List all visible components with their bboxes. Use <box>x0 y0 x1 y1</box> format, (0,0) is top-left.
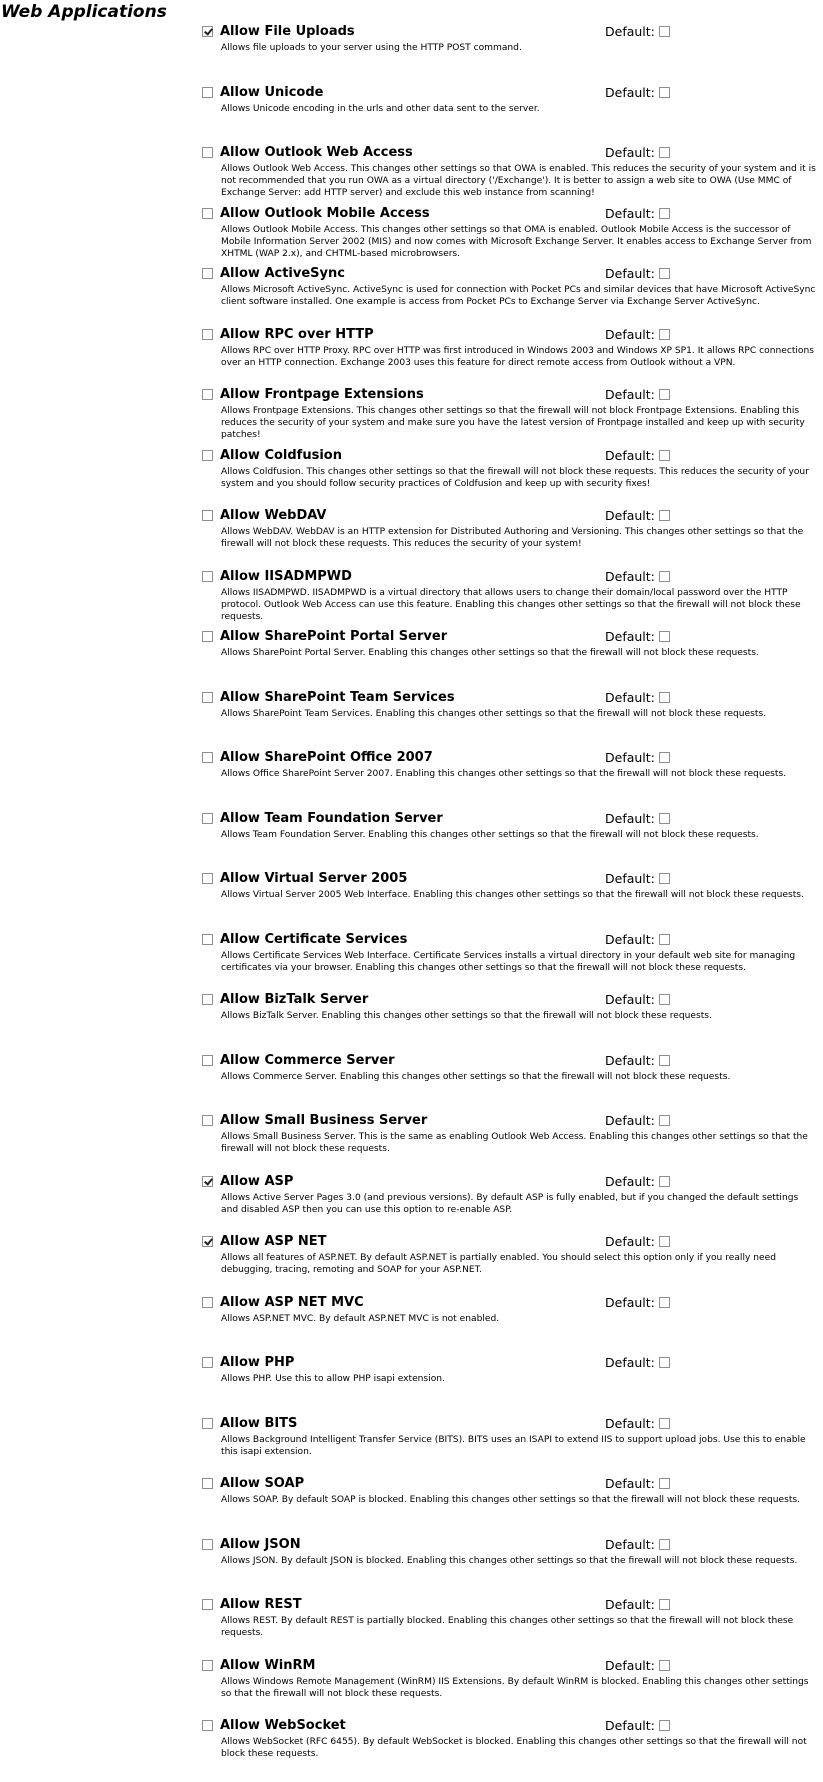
setting-label: Allow ActiveSync <box>220 266 345 281</box>
setting-label: Allow Unicode <box>220 84 324 100</box>
setting-description: Allows WebSocket (RFC 6455). By default WebSocket is blocked. Enabling this changes other settings so that the firewall will not block these requests. <box>221 1737 807 1759</box>
default-control <box>605 870 670 887</box>
setting-label: Allow PHP <box>220 1355 295 1370</box>
default-control <box>605 23 670 40</box>
default-checkbox[interactable] <box>659 389 670 400</box>
setting-description: Allows Certificate Services Web Interface. Certificate Services installs a virtual directory in your default web site for managing certificates via your browser. Enabling this changes other settings so that the firewall will not block these requests. <box>221 950 796 973</box>
default-checkbox[interactable] <box>659 1418 670 1429</box>
setting-label: Allow SharePoint Team Services <box>220 689 455 705</box>
setting-row <box>202 568 817 629</box>
setting-row <box>202 749 817 810</box>
default-checkbox[interactable] <box>659 268 670 279</box>
default-checkbox[interactable] <box>659 571 670 582</box>
setting-description: Allows IISADMPWD. IISADMPWD is a virtual directory that allows users to change their domain/local password over the HTTP protocol. Outlook Web Access can use this feature. Enabling this changes other settings so that the firewall will not block these requests. <box>221 587 801 622</box>
default-label: Default: <box>605 629 655 644</box>
setting-label: Allow Virtual Server 2005 <box>220 871 408 886</box>
setting-checkbox[interactable] <box>202 1418 213 1429</box>
setting-description: Allows ASP.NET MVC. By default ASP.NET MVC is not enabled. <box>221 1313 500 1324</box>
setting-row <box>202 1173 817 1234</box>
default-label: Default: <box>605 508 655 523</box>
setting-checkbox[interactable] <box>202 692 213 703</box>
setting-label: Allow REST <box>220 1597 302 1612</box>
setting-description: Allows all features of ASP.NET. By default ASP.NET is partially enabled. You should select this option only if you really need debugging, tracing, remoting and SOAP for your ASP.NET. <box>221 1253 776 1275</box>
setting-checkbox[interactable] <box>202 329 213 340</box>
default-label: Default: <box>605 1052 655 1068</box>
setting-checkbox[interactable] <box>202 1055 213 1066</box>
setting-description: Allows RPC over HTTP Proxy. RPC over HTTP was first introduced in Windows 2003 and Windows XP SP1. It allows RPC connections over an HTTP connection. Exchange 2003 uses this feature for direct remote access from Outlook without a VPN. <box>221 345 814 368</box>
setting-checkbox[interactable] <box>202 813 213 824</box>
default-control <box>605 447 670 464</box>
default-label: Default: <box>605 1173 655 1189</box>
default-label: Default: <box>605 326 655 342</box>
setting-description: Allows JSON. By default JSON is blocked. Enabling this changes other settings so that the firewall will not block these requests. <box>221 1555 798 1566</box>
setting-row <box>202 1596 817 1657</box>
default-control <box>605 1294 670 1311</box>
setting-checkbox[interactable] <box>202 268 213 279</box>
default-checkbox[interactable] <box>659 1720 670 1731</box>
default-label: Default: <box>605 387 655 402</box>
default-label: Default: <box>605 84 655 100</box>
setting-row <box>202 1052 817 1113</box>
default-control <box>605 749 670 766</box>
setting-description: Allows Frontpage Extensions. This changes other settings so that the firewall will not block Frontpage Extensions. Enabling this reduces the security of your system and make sure you have the latest version of Frontpage installed and keep up with security patches! <box>221 406 805 440</box>
setting-row <box>202 1717 817 1778</box>
default-checkbox[interactable] <box>659 934 670 945</box>
setting-checkbox[interactable] <box>202 510 213 521</box>
default-checkbox[interactable] <box>659 1236 670 1247</box>
setting-checkbox[interactable] <box>202 1720 213 1731</box>
setting-description: Allows Microsoft ActiveSync. ActiveSync is used for connection with Pocket PCs and similar devices that have Microsoft ActiveSync client software installed. One example is access from Pocket PCs to Exchange Server via Exchange Server ActiveSync. <box>221 285 816 307</box>
default-checkbox[interactable] <box>659 1660 670 1671</box>
default-control <box>605 1475 670 1492</box>
setting-row <box>202 1475 817 1536</box>
setting-label: Allow ASP <box>220 1173 294 1189</box>
default-label: Default: <box>605 1113 655 1128</box>
default-checkbox[interactable] <box>659 26 670 37</box>
setting-row <box>202 507 817 568</box>
default-control <box>605 507 670 524</box>
default-control <box>605 265 670 282</box>
setting-description: Allows Virtual Server 2005 Web Interface. Enabling this changes other settings so that the firewall will not block these requests. <box>221 890 804 900</box>
default-label: Default: <box>605 810 655 826</box>
setting-label: Allow WinRM <box>220 1657 316 1673</box>
setting-label: Allow SharePoint Portal Server <box>220 629 448 644</box>
default-control <box>605 84 670 101</box>
default-control <box>605 1596 670 1613</box>
setting-label: Allow Coldfusion <box>220 447 342 463</box>
setting-row <box>202 1354 817 1415</box>
default-checkbox[interactable] <box>659 631 670 642</box>
setting-row <box>202 144 817 205</box>
setting-row <box>202 84 817 145</box>
setting-row <box>202 1294 817 1355</box>
setting-label: Allow SharePoint Office 2007 <box>220 750 433 765</box>
setting-label: Allow ASP NET MVC <box>220 1294 364 1310</box>
default-control <box>605 1173 670 1190</box>
setting-checkbox[interactable] <box>202 873 213 884</box>
default-label: Default: <box>605 1597 655 1612</box>
setting-description: Allows REST. By default REST is partially blocked. Enabling this changes other settings so that the firewall will not block these requests. <box>221 1616 794 1638</box>
default-control <box>605 386 670 403</box>
default-checkbox[interactable] <box>659 1539 670 1550</box>
setting-checkbox[interactable] <box>202 752 213 763</box>
setting-description: Allows BizTalk Server. Enabling this changes other settings so that the firewall will not block these requests. <box>221 1011 712 1021</box>
default-label: Default: <box>605 1355 655 1370</box>
setting-checkbox[interactable] <box>202 934 213 945</box>
setting-description: Allows Windows Remote Management (WinRM) IIS Extensions. By default WinRM is blocked. Enabling this changes other settings so that the firewall will not block these requests. <box>221 1676 809 1699</box>
default-control <box>605 144 670 161</box>
default-label: Default: <box>605 1476 655 1491</box>
setting-label: Allow Outlook Web Access <box>220 145 413 160</box>
default-checkbox[interactable] <box>659 1478 670 1489</box>
default-label: Default: <box>605 992 655 1007</box>
setting-row <box>202 326 817 387</box>
setting-row <box>202 991 817 1052</box>
default-control <box>605 1657 670 1674</box>
default-label: Default: <box>605 931 655 947</box>
setting-row <box>202 1536 817 1597</box>
setting-row <box>202 205 817 266</box>
default-checkbox[interactable] <box>659 873 670 884</box>
setting-checkbox[interactable] <box>202 1660 213 1671</box>
setting-description: Allows SharePoint Portal Server. Enabling this changes other settings so that the firewall will not block these requests. <box>221 648 759 658</box>
default-control <box>605 991 670 1008</box>
setting-label: Allow IISADMPWD <box>220 568 352 584</box>
default-control <box>605 1717 670 1734</box>
setting-label: Allow Commerce Server <box>220 1052 395 1068</box>
setting-description: Allows SOAP. By default SOAP is blocked. Enabling this changes other settings so that the firewall will not block these requests. <box>221 1495 801 1505</box>
setting-description: Allows SharePoint Team Services. Enabling this changes other settings so that the firewall will not block these requests. <box>221 708 767 719</box>
default-checkbox[interactable] <box>659 1357 670 1368</box>
setting-label: Allow JSON <box>220 1536 301 1552</box>
setting-label: Allow Small Business Server <box>220 1113 428 1128</box>
default-label: Default: <box>605 24 655 39</box>
setting-label: Allow File Uploads <box>220 24 355 39</box>
setting-row <box>202 447 817 508</box>
setting-label: Allow SOAP <box>220 1476 305 1491</box>
setting-row <box>202 931 817 992</box>
default-checkbox[interactable] <box>659 692 670 703</box>
settings-list <box>202 23 817 1778</box>
default-control <box>605 326 670 343</box>
setting-checkbox[interactable] <box>202 1236 213 1247</box>
setting-label: Allow RPC over HTTP <box>220 326 374 342</box>
default-label: Default: <box>605 1718 655 1733</box>
setting-checkbox[interactable] <box>202 1599 213 1610</box>
setting-description: Allows Unicode encoding in the urls and other data sent to the server. <box>221 103 540 114</box>
setting-description: Allows Outlook Mobile Access. This changes other settings so that OMA is enabled. Outlook Mobile Access is the successor of Mobile Information Server 2002 (MIS) and now comes with Microsoft Exchange Server. It enables access to Exchange Server from XHTML (WAP 2.x), and CHTML-based microbrowsers. <box>221 224 812 259</box>
section-title: Web Applications <box>1 2 167 22</box>
default-label: Default: <box>605 447 655 463</box>
setting-label: Allow WebSocket <box>220 1718 346 1733</box>
default-label: Default: <box>605 205 655 221</box>
default-label: Default: <box>605 689 655 705</box>
setting-checkbox[interactable] <box>202 631 213 642</box>
setting-description: Allows Background Intelligent Transfer Service (BITS). BITS uses an ISAPI to extend IIS to support upload jobs. Use this to enable this isapi extension. <box>221 1434 806 1457</box>
default-control <box>605 1354 670 1371</box>
default-checkbox[interactable] <box>659 813 670 824</box>
setting-checkbox[interactable] <box>202 87 213 98</box>
default-label: Default: <box>605 1415 655 1431</box>
default-checkbox[interactable] <box>659 208 670 219</box>
setting-description: Allows Small Business Server. This is the same as enabling Outlook Web Access. Enabling this changes other settings so that the firewall will not block these requests. <box>221 1132 808 1154</box>
setting-checkbox[interactable] <box>202 1176 213 1187</box>
default-checkbox[interactable] <box>659 1115 670 1126</box>
setting-row <box>202 1112 817 1173</box>
default-checkbox[interactable] <box>659 994 670 1005</box>
setting-label: Allow Outlook Mobile Access <box>220 205 430 221</box>
default-label: Default: <box>605 145 655 160</box>
default-checkbox[interactable] <box>659 1297 670 1308</box>
setting-description: Allows WebDAV. WebDAV is an HTTP extension for Distributed Authoring and Versioning. This changes other settings so that the firewall will not block these requests. This reduces the security of your system! <box>221 527 804 549</box>
default-label: Default: <box>605 871 655 886</box>
setting-checkbox[interactable] <box>202 450 213 461</box>
setting-checkbox[interactable] <box>202 571 213 582</box>
setting-row <box>202 265 817 326</box>
default-label: Default: <box>605 1657 655 1673</box>
default-label: Default: <box>605 750 655 765</box>
setting-description: Allows Active Server Pages 3.0 (and previous versions). By default ASP is fully enabled, but if you changed the default settings and disabled ASP then you can use this option to re-enable ASP. <box>221 1192 799 1215</box>
default-checkbox[interactable] <box>659 752 670 763</box>
default-checkbox[interactable] <box>659 1176 670 1187</box>
default-checkbox[interactable] <box>659 87 670 98</box>
default-checkbox[interactable] <box>659 510 670 521</box>
default-control <box>605 1415 670 1432</box>
default-control <box>605 205 670 222</box>
setting-description: Allows Outlook Web Access. This changes other settings so that OWA is enabled. This reduces the security of your system and it is not recommended that you run OWA as a virtual directory ('/Exchange'). It is better to assign a web site to OWA (Use MMC of Exchange Server: add HTTP server) and exclude this web instance from scanning! <box>221 164 816 198</box>
setting-checkbox[interactable] <box>202 1357 213 1368</box>
default-control <box>605 628 670 645</box>
default-checkbox[interactable] <box>659 147 670 158</box>
setting-row <box>202 810 817 871</box>
setting-checkbox[interactable] <box>202 147 213 158</box>
setting-description: Allows file uploads to your server using the HTTP POST command. <box>221 43 522 53</box>
default-control <box>605 931 670 948</box>
default-checkbox[interactable] <box>659 1599 670 1610</box>
default-label: Default: <box>605 1294 655 1310</box>
setting-row <box>202 689 817 750</box>
default-control <box>605 689 670 706</box>
setting-label: Allow Team Foundation Server <box>220 810 443 826</box>
setting-description: Allows Coldfusion. This changes other settings so that the firewall will not block these requests. This reduces the security of your system and you should follow security practices of Coldfusion and keep up with security fixes! <box>221 466 809 489</box>
default-checkbox[interactable] <box>659 450 670 461</box>
setting-checkbox[interactable] <box>202 1115 213 1126</box>
setting-checkbox[interactable] <box>202 994 213 1005</box>
setting-label: Allow Certificate Services <box>220 931 408 947</box>
default-label: Default: <box>605 1234 655 1249</box>
setting-row <box>202 1657 817 1718</box>
setting-row <box>202 870 817 931</box>
setting-checkbox[interactable] <box>202 389 213 400</box>
setting-row <box>202 1233 817 1294</box>
default-label: Default: <box>605 266 655 281</box>
setting-label: Allow BITS <box>220 1415 298 1431</box>
setting-checkbox[interactable] <box>202 1297 213 1308</box>
default-control <box>605 1233 670 1250</box>
setting-label: Allow ASP NET <box>220 1234 327 1249</box>
setting-checkbox[interactable] <box>202 208 213 219</box>
setting-checkbox[interactable] <box>202 26 213 37</box>
setting-checkbox[interactable] <box>202 1539 213 1550</box>
default-control <box>605 810 670 827</box>
default-control <box>605 1536 670 1553</box>
default-label: Default: <box>605 568 655 584</box>
setting-row <box>202 386 817 447</box>
setting-row <box>202 1415 817 1476</box>
default-checkbox[interactable] <box>659 1055 670 1066</box>
setting-row <box>202 628 817 689</box>
setting-description: Allows Team Foundation Server. Enabling this changes other settings so that the firewall will not block these requests. <box>221 829 759 840</box>
default-control <box>605 1052 670 1069</box>
default-label: Default: <box>605 1536 655 1552</box>
setting-description: Allows PHP. Use this to allow PHP isapi extension. <box>221 1374 445 1384</box>
default-control <box>605 1112 670 1129</box>
default-checkbox[interactable] <box>659 329 670 340</box>
setting-label: Allow Frontpage Extensions <box>220 387 424 402</box>
setting-description: Allows Office SharePoint Server 2007. Enabling this changes other settings so that the firewall will not block these requests. <box>221 769 787 779</box>
setting-label: Allow WebDAV <box>220 508 327 523</box>
default-control <box>605 568 670 585</box>
setting-row <box>202 23 817 84</box>
setting-description: Allows Commerce Server. Enabling this changes other settings so that the firewall will not block these requests. <box>221 1071 731 1082</box>
setting-checkbox[interactable] <box>202 1478 213 1489</box>
setting-label: Allow BizTalk Server <box>220 992 369 1007</box>
